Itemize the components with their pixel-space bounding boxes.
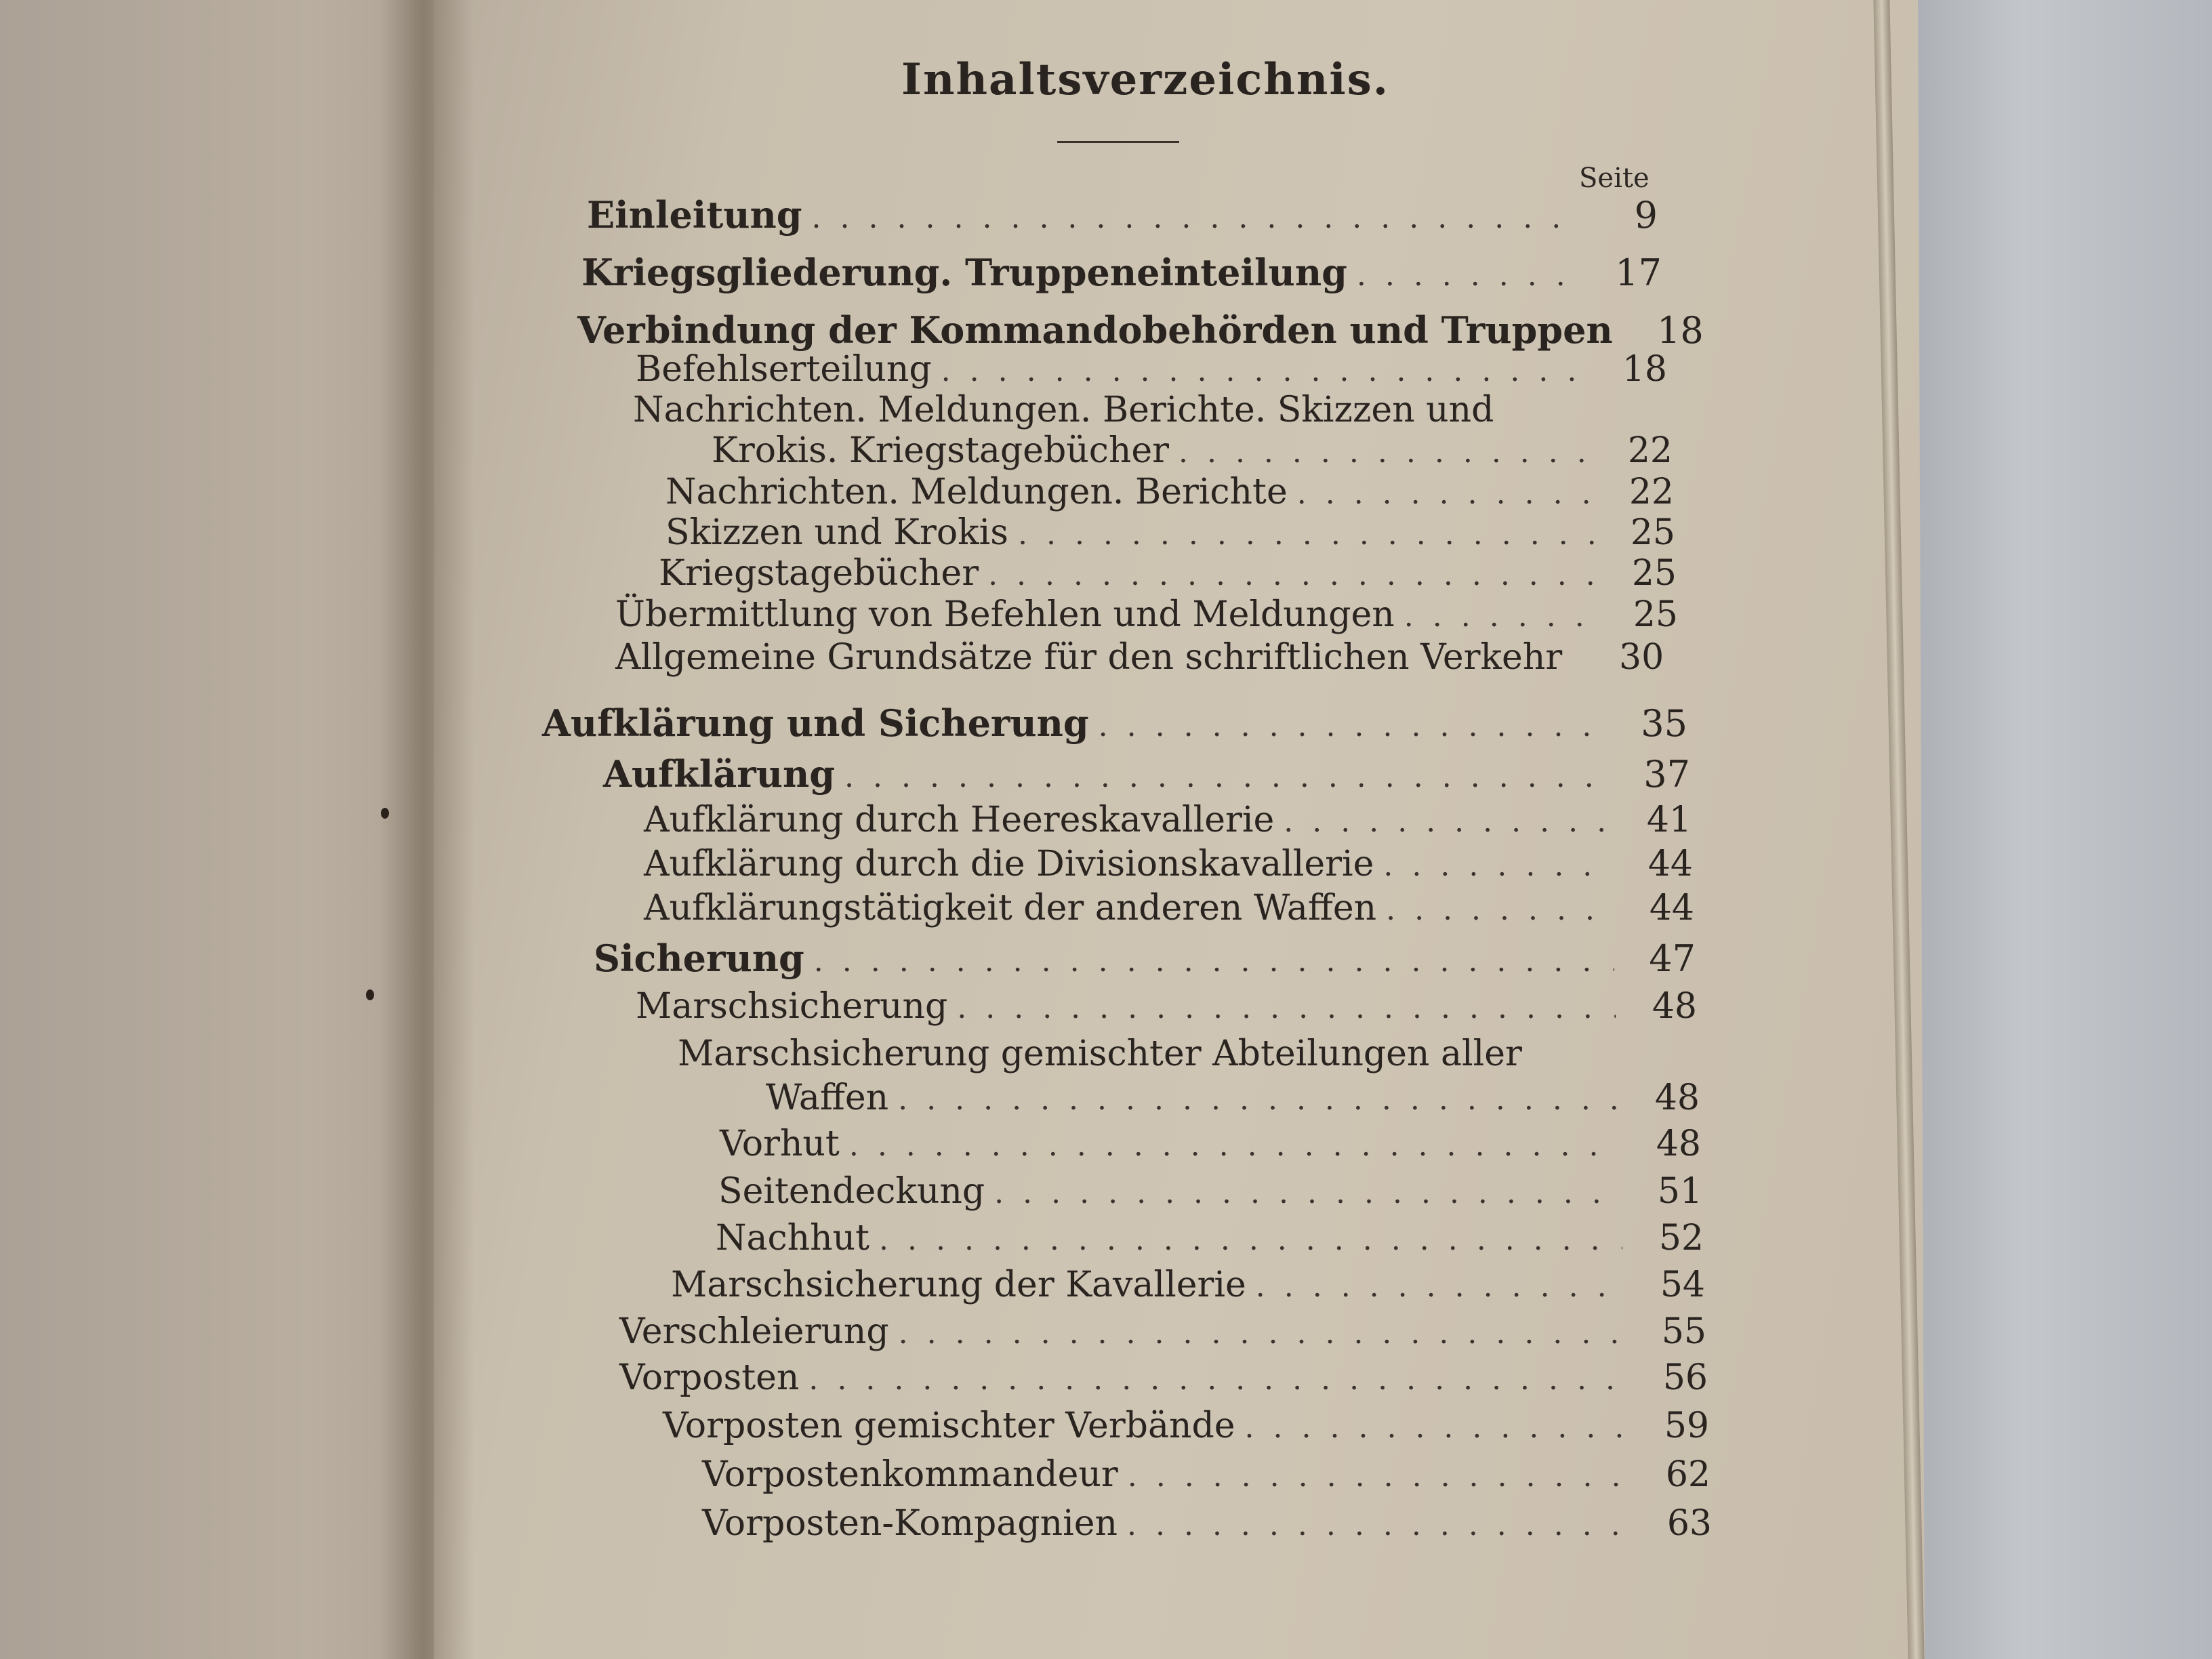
toc-entry-title: Aufklärungstätigkeit der anderen Waffen: [644, 888, 1377, 928]
toc-entry-page: 48: [1656, 1124, 1701, 1164]
toc-entry: [594, 937, 1696, 979]
toc-entry: [663, 1406, 1709, 1448]
leader-dots: [1347, 258, 1580, 293]
leader-dots: [1169, 435, 1591, 470]
toc-entry-page: 55: [1661, 1311, 1706, 1352]
toc-entry: [636, 986, 1697, 1028]
toc-entry-page: 25: [1630, 512, 1675, 553]
page-column-header: Seite: [1579, 163, 1650, 194]
toc-entry: [716, 1218, 1704, 1260]
toc-entry-title: Vorposten: [619, 1357, 800, 1398]
toc-entry: [577, 308, 1704, 352]
leader-dots: [1246, 1269, 1624, 1304]
toc-entry-title: Kriegstagebücher: [659, 553, 979, 594]
toc-entry-page: 25: [1631, 553, 1677, 594]
leader-dots: [1089, 709, 1606, 743]
toc-entry-title: Verbindung der Kommandobehörden und Truppen: [577, 308, 1613, 352]
leader-dots: [1118, 1459, 1629, 1494]
toc-entry-title: Vorposten-Kompagnien: [702, 1503, 1118, 1544]
toc-entry-title: Allgemeine Grundsätze für den schriftlichen Verkehr: [615, 637, 1563, 678]
toc-entry-title: Verschleierung: [619, 1311, 889, 1352]
toc-entry: [659, 553, 1677, 595]
toc-entry: [644, 800, 1692, 842]
toc-entry: [702, 1503, 1712, 1545]
leader-dots: [802, 201, 1576, 235]
toc-entry: [615, 637, 1679, 679]
toc-entry-page: 18: [1622, 349, 1667, 390]
toc-entry: [587, 193, 1658, 235]
toc-entry-title: Vorpostenkommandeur: [702, 1454, 1118, 1495]
toc-entry-title: Aufklärung und Sicherung: [542, 701, 1089, 745]
toc-entry: [665, 472, 1674, 514]
leader-dots: [947, 991, 1616, 1025]
toc-entry-title-continued: Krokis. Kriegstagebücher: [712, 430, 1169, 471]
toc-entry-page: 56: [1662, 1357, 1708, 1398]
toc-entry-page: 17: [1615, 251, 1662, 294]
toc-entry: [671, 1265, 1705, 1307]
leader-dots: [932, 354, 1586, 388]
toc-entry-page: 9: [1634, 194, 1658, 237]
leader-dots: [1613, 316, 1622, 350]
leader-dots: [979, 558, 1595, 592]
leader-dots: [1235, 1410, 1628, 1445]
toc-entry-title: Aufklärung: [603, 752, 836, 796]
toc-entry: [619, 1357, 1708, 1399]
toc-entry-page: 22: [1629, 472, 1674, 512]
toc-entry-page: 51: [1657, 1171, 1702, 1212]
toc-entry-title: Skizzen und Krokis: [665, 512, 1008, 553]
leader-dots: [889, 1316, 1625, 1351]
toc-entry-title: Einleitung: [587, 193, 802, 237]
toc-entry: [581, 251, 1662, 293]
leader-dots: [804, 944, 1614, 979]
toc-entry: [712, 430, 1673, 472]
toc-entry: [636, 349, 1667, 391]
toc-entry-title: Nachrichten. Meldungen. Berichte: [665, 472, 1288, 512]
toc-entry-title: Vorhut: [720, 1124, 840, 1164]
toc-entry-page: 35: [1641, 702, 1687, 745]
toc-entry-page: 52: [1658, 1218, 1704, 1258]
toc-entry-title-continued: Waffen: [766, 1078, 889, 1118]
toc-entry-page: 48: [1652, 986, 1697, 1027]
toc-entry: [718, 1171, 1702, 1213]
binding-hole: [366, 989, 374, 1000]
leader-dots: [985, 1176, 1621, 1210]
toc-entry-title: Sicherung: [594, 937, 804, 980]
leader-dots: [840, 1128, 1620, 1163]
toc-entry-page: 63: [1666, 1503, 1712, 1544]
leader-dots: [1288, 476, 1593, 511]
leader-dots: [869, 1223, 1622, 1257]
toc-entry: [644, 844, 1693, 886]
toc-entry-page: 54: [1660, 1265, 1705, 1305]
leader-dots: [888, 1082, 1618, 1117]
toc-entry: [702, 1454, 1711, 1496]
toc-entry-page: 30: [1619, 637, 1664, 678]
toc-entry-page: 48: [1654, 1078, 1700, 1118]
leader-dots: [1395, 599, 1597, 634]
toc-entry: [619, 1311, 1706, 1353]
toc-entry-page: 62: [1665, 1454, 1711, 1495]
toc-entry-title: Kriegsgliederung. Truppeneinteilung: [581, 251, 1347, 294]
toc-entry-title: Nachhut: [716, 1218, 869, 1258]
toc-entry-title: Vorposten gemischter Verbände: [663, 1406, 1235, 1446]
toc-entry-title: Marschsicherung der Kavallerie: [671, 1265, 1246, 1305]
toc-entry-page: 59: [1664, 1406, 1709, 1446]
leader-dots: [1374, 848, 1612, 883]
book-gutter: [380, 0, 474, 1659]
leader-dots: [1008, 517, 1594, 552]
toc-entry-page: 47: [1649, 937, 1696, 980]
toc-entry-page: 44: [1647, 844, 1693, 884]
leader-dots: [835, 760, 1609, 794]
toc-entry: [644, 888, 1694, 930]
toc-entry-page: 37: [1643, 753, 1690, 796]
page-title: Inhaltsverzeichnis.: [901, 54, 1390, 105]
toc-entry-title: Nachrichten. Meldungen. Berichte. Skizzen und: [633, 390, 1494, 430]
toc-entry-title: Seitendeckung: [718, 1171, 985, 1212]
binding-hole: [381, 808, 389, 819]
toc-entry: [615, 594, 1678, 636]
toc-entry: [766, 1078, 1700, 1120]
toc-entry-title: Befehlserteilung: [636, 349, 932, 390]
toc-entry-page: 44: [1649, 888, 1694, 928]
title-divider: [1057, 141, 1179, 143]
toc-entry-title: Aufklärung durch die Divisionskavallerie: [644, 844, 1374, 884]
leader-dots: [1118, 1508, 1631, 1542]
toc-entry-title: Marschsicherung: [636, 986, 948, 1027]
toc-entry: [720, 1124, 1701, 1166]
leader-dots: [1376, 893, 1613, 927]
toc-entry-page: 22: [1627, 430, 1673, 471]
leader-dots: [799, 1362, 1626, 1397]
leader-dots: [1274, 804, 1610, 839]
toc-entry-title: Übermittlung von Befehlen und Meldungen: [615, 594, 1395, 635]
toc-entry: [603, 752, 1690, 794]
metal-cabinet-background: [1898, 0, 2212, 1659]
toc-entry-title: Aufklärung durch Heereskavallerie: [644, 800, 1275, 840]
toc-entry-title: Marschsicherung gemischter Abteilungen aller: [678, 1033, 1522, 1074]
toc-entry-page: 18: [1657, 309, 1704, 352]
toc-entry-page: 25: [1633, 594, 1678, 635]
toc-entry-page: 41: [1646, 800, 1692, 840]
toc-entry: [665, 512, 1675, 554]
toc-entry: [542, 701, 1687, 743]
